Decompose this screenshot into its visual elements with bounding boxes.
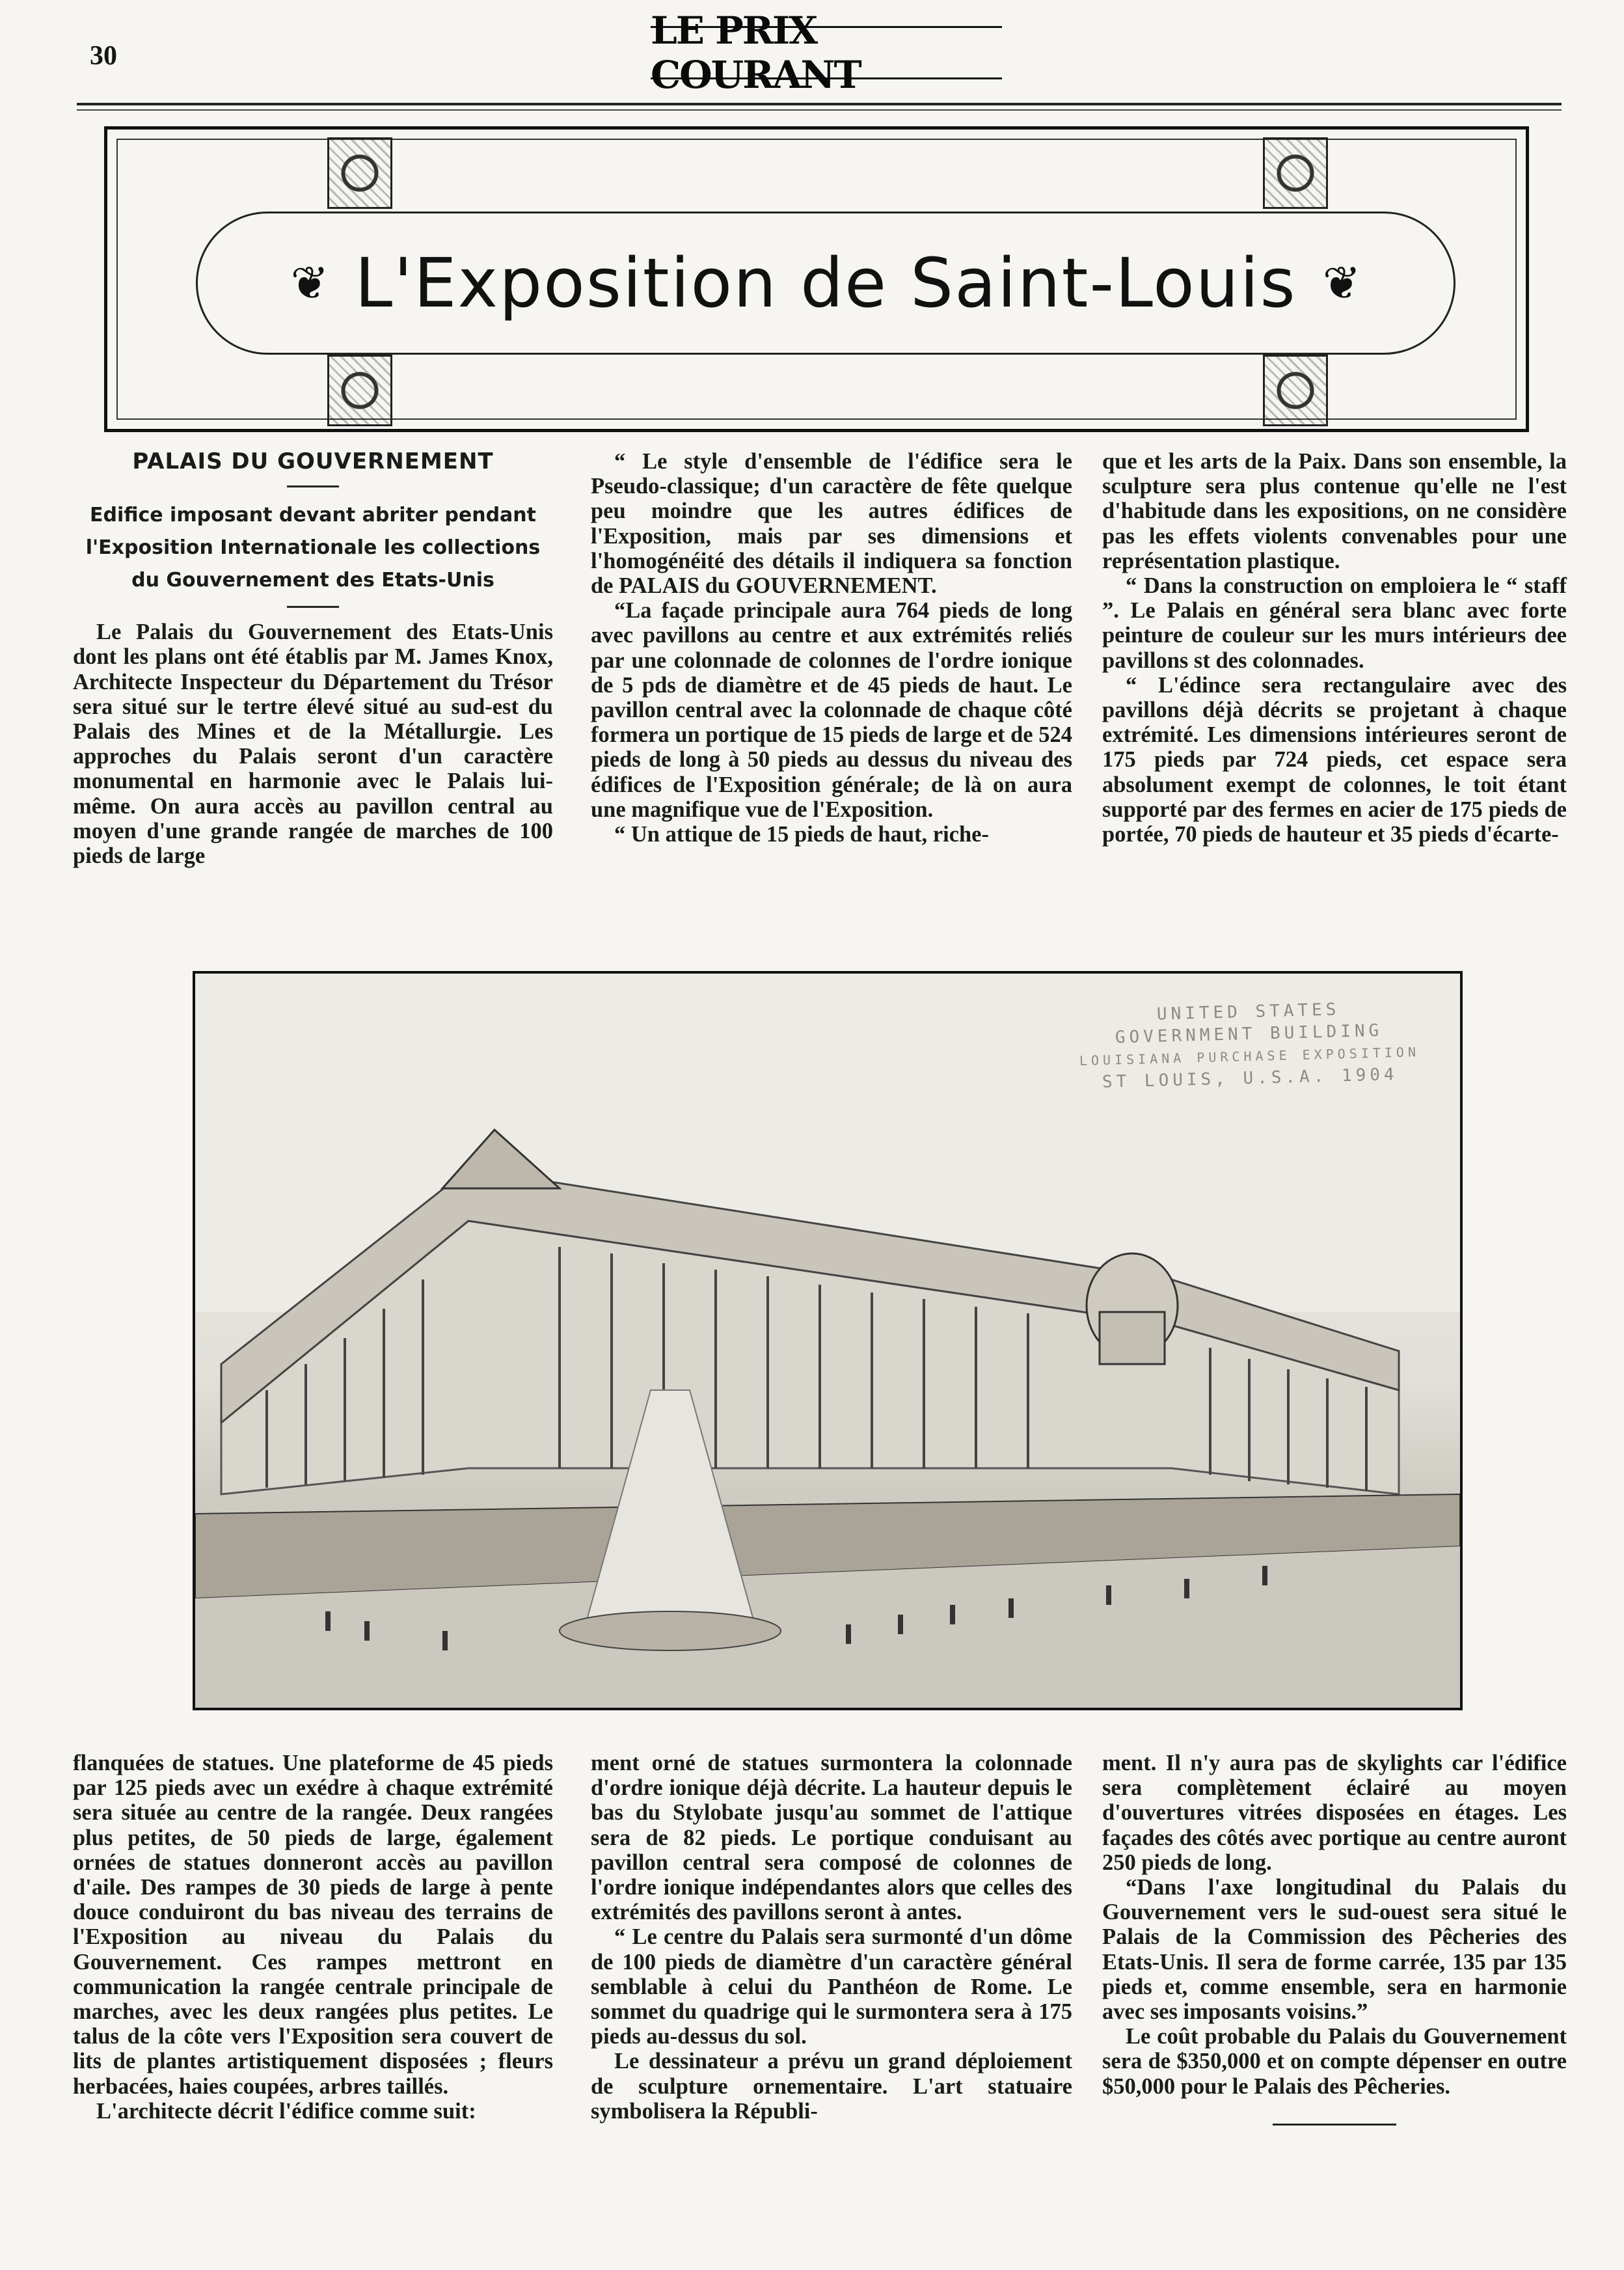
title-cartouche: [196, 212, 1455, 355]
column-2: [591, 449, 1072, 847]
paragraph: Le coût probable du Palais du Gouvernement sera de $350,000 et on compte dépenser en outre $50,000 pour le Palais des Pêcheries.: [1102, 2024, 1567, 2099]
paragraph: “ L'édince sera rectangulaire avec des pavillons déjà décrits se projetant à chaque extrémité. Les dimensions intérieures seront de 175 pieds par 724 pieds, cet espace sera absolument exempt de colonnes, le toit étant supporté par des fermes en acier de 175 pieds de portée, 70 pieds de hauteur et 35 pieds d'écarte-: [1102, 672, 1567, 847]
paragraph: “Dans l'axe longitudinal du Palais du Gouvernement vers le sud-ouest sera situé le Palais de la Commission des Pêcheries des Etats-Unis. Il sera de forme carrée, 135 par 135 pieds et, comme ensemble, sera en harmonie avec ses imposants voisins.”: [1102, 1875, 1567, 2025]
paragraph: Le dessinateur a prévu un grand déploiement de sculpture ornementaire. L'art statuaire symbolisera la Républi-: [591, 2049, 1072, 2124]
paragraph: L'architecte décrit l'édifice comme suit:: [96, 2098, 476, 2124]
building-illustration: [193, 971, 1463, 1710]
illustration-caption: [1046, 996, 1452, 1095]
fleuron-left-icon: ❦: [290, 258, 329, 309]
column-4: [73, 1751, 553, 2124]
heading-rule: [287, 485, 339, 487]
caption-line: LOUISIANA PURCHASE EXPOSITION: [1079, 1044, 1420, 1069]
column-6: [1102, 1751, 1567, 2126]
caption-line: GOVERNMENT BUILDING: [1115, 1020, 1383, 1048]
paragraph: “ Dans la construction on emploiera le “ staff ”. Le Palais en général sera blanc avec forte peinture de couleur sur les murs intérieurs dee pavillons st des colonnades.: [1102, 573, 1567, 673]
paragraph: ment orné de statues surmontera la colonnade d'ordre ionique déjà décrite. La hauteur depuis le bas du Stylobate jusqu'au sommet de l'attique sera de 82 pieds. Le portique conduisant au pavillon central sera composé de colonnes de l'ordre ionique indépendantes alors que celles des extrémités des pavillons seront à antes.: [591, 1751, 1072, 1925]
masthead-logo: LE PRIX COURANT: [651, 26, 1002, 79]
header-inner-frame: [116, 139, 1517, 420]
article-subheading: Edifice imposant devant abriter pendant l'Exposition Internationale les collections du Gouvernement des Etats-Unis: [85, 504, 541, 592]
top-rule: [77, 103, 1562, 105]
column-3: [1102, 449, 1567, 847]
ornament-top-right: [1263, 137, 1328, 209]
paragraph: “ Un attique de 15 pieds de haut, riche-: [614, 822, 989, 847]
paragraph: “La façade principale aura 764 pieds de long avec pavillons au centre et aux extrémités reliés par une colonnade de colonnes de l'ordre ionique de 5 pds de diamètre et de 45 pieds de haut. Le pavillon central avec la colonnade de chaque côté formera un portique de 15 pieds de large et de 524 pieds de long à 50 pieds au dessus du niveau des édifices de l'Exposition générale; de là on aura une magnifique vue de l'Exposition.: [591, 598, 1072, 822]
column-5: [591, 1751, 1072, 2124]
page-number: 30: [90, 41, 117, 71]
paragraph: Le Palais du Gouvernement des Etats-Unis dont les plans ont été établis par M. James Knox, Architecte Inspecteur du Département du Trésor sera situé sur le tertre élevé situé au sud-est du Palais des Mines et de la Métallurgie. Les approches du Palais seront d'un caractère monumental en harmonie avec le Palais lui-même. On aura accès au pavillon central au moyen d'une grande rangée de marches de 100 pieds de large: [73, 620, 553, 869]
header-title: L'Exposition de Saint-Louis: [355, 243, 1297, 323]
ornament-top-left: [327, 137, 392, 209]
paragraph: “ Le centre du Palais sera surmonté d'un dôme de 100 pieds de diamètre d'un caractère général semblable à celui du Panthéon de Rome. Le sommet du quadrige qui le surmontera sera à 175 pieds au-dessus du sol.: [591, 1924, 1072, 2049]
column-1: [73, 449, 553, 868]
ornament-bottom-left: [327, 355, 392, 426]
paragraph: que et les arts de la Paix. Dans son ensemble, la sculpture sera plus contenue qu'elle ne l'est d'habitude dans les expositions, on ne considère pas les effets violents convenables pour une représentation plastique.: [1102, 449, 1567, 573]
top-rule-thin: [77, 109, 1562, 111]
end-rule: [1273, 2124, 1396, 2126]
paragraph: ment. Il n'y aura pas de skylights car l'édifice sera complètement éclairé au moyen d'ouvertures vitrées disposées en étages. Les façades des côtés avec portique au centre auront 250 pieds de long.: [1102, 1751, 1567, 1875]
fleuron-right-icon: ❦: [1322, 258, 1361, 309]
header-box: [104, 126, 1529, 432]
article-heading: PALAIS DU GOUVERNEMENT: [132, 448, 494, 474]
paragraph: flanquées de statues. Une plateforme de 45 pieds par 125 pieds avec un exédre à chaque extrémité sera située au centre de la rangée. Deux rangées plus petites, de 50 pieds de large, également ornées de statues donneront accès au pavillon d'aile. Des rampes de 30 pieds de large à pente douce conduiront du bas niveau des terrains de l'Exposition au niveau du Palais du Gouvernement. Ces rampes mettront en communication la rangée centrale principale de marches, avec les deux rangées plus petites. Le talus de la côte vers l'Exposition sera couvert de lits de plantes artistiquement disposées ; fleurs herbacées, haies coupées, arbres taillés.: [73, 1751, 553, 2099]
subheading-rule: [287, 606, 339, 608]
caption-line: ST LOUIS, U.S.A. 1904: [1102, 1065, 1399, 1092]
caption-line: UNITED STATES: [1156, 1000, 1340, 1024]
paragraph: “ Le style d'ensemble de l'édifice sera le Pseudo-classique; d'un caractère de fête quelque peu moindre que les autres édifices de l'Exposition, mais par ses dimensions et l'homogénéité des détails il indiquera sa fonction de PALAIS du GOUVERNEMENT.: [591, 449, 1072, 599]
ornament-bottom-right: [1263, 355, 1328, 426]
